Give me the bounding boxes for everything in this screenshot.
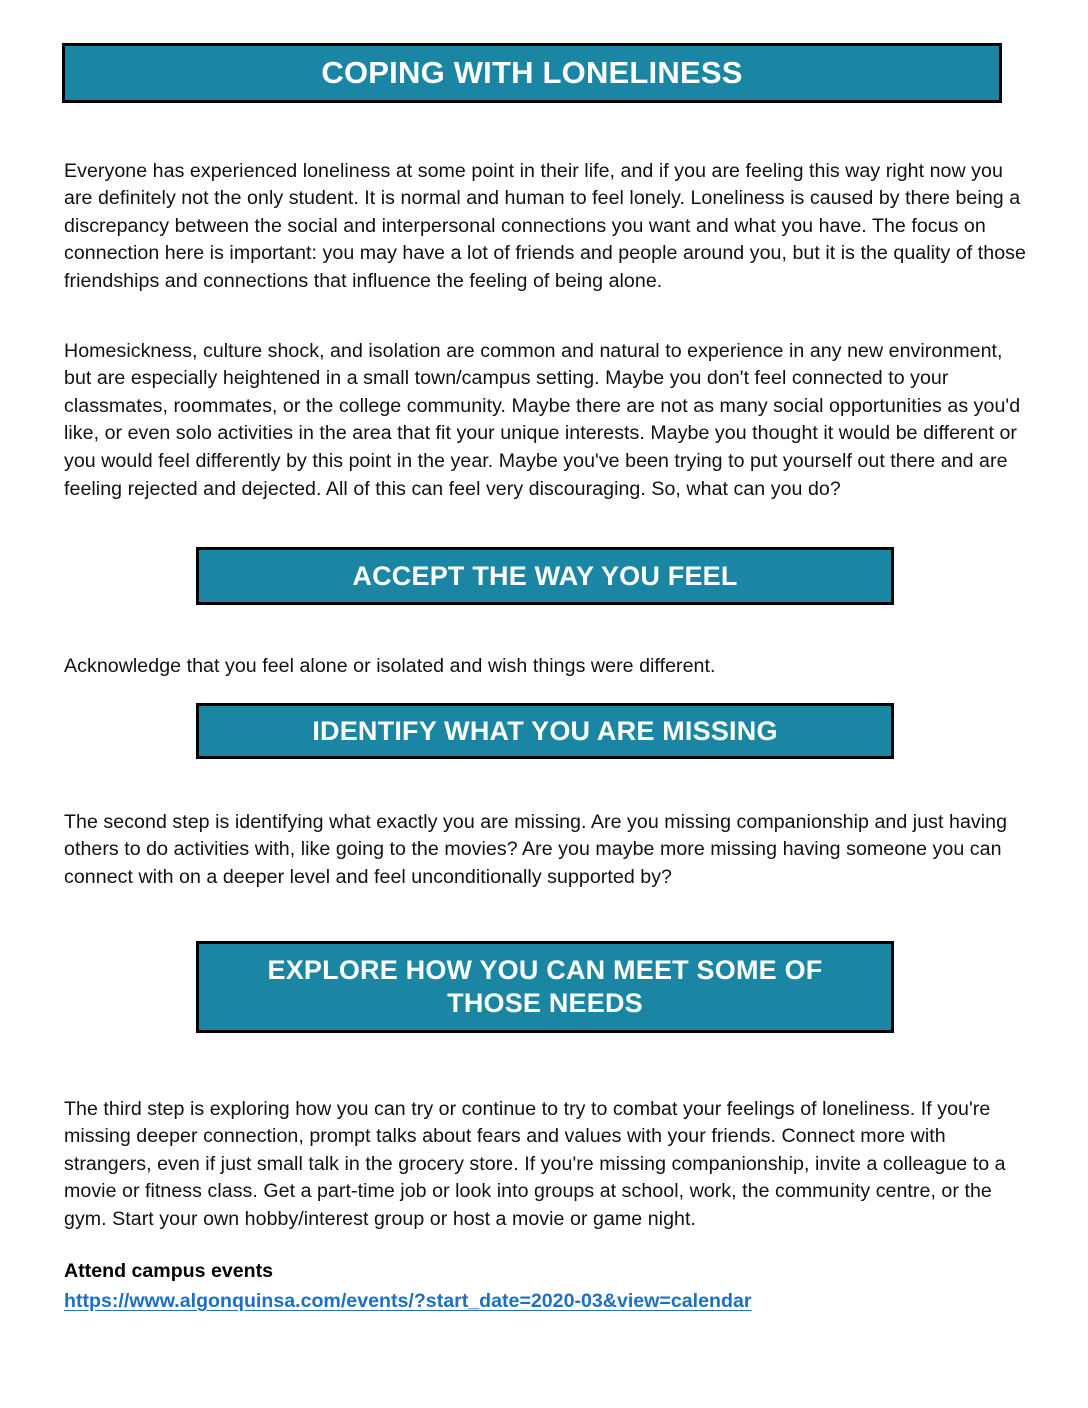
- explore-body-paragraph: The third step is exploring how you can try or continue to try to combat your feelings of loneliness. If you're missing deeper connection, prompt talks about fears and values with your friends. Connect more with strangers, even if just small talk in the grocery store. If you're missing companionship, invite a colleague to a movie or fitness class. Get a part-time job or look into groups at school, work, the community centre, or the gym. Start your own hobby/interest group or host a movie or game night.: [64, 1097, 1006, 1230]
- section-heading-accept: [196, 547, 894, 605]
- campus-events-link[interactable]: https://www.algonquinsa.com/events/?start_date=2020-03&view=calendar: [64, 1290, 752, 1312]
- page-title-banner: [62, 43, 1002, 103]
- section-heading-explore: [196, 941, 894, 1033]
- page-title: COPING WITH LONELINESS: [321, 55, 743, 90]
- section-heading-identify-label: IDENTIFY WHAT YOU ARE MISSING: [312, 715, 778, 746]
- resource-label: Attend campus events: [64, 1260, 274, 1282]
- section-heading-explore-label: EXPLORE HOW YOU CAN MEET SOME OF THOSE NEEDS: [267, 955, 823, 1018]
- homesickness-paragraph: Homesickness, culture shock, and isolation are common and natural to experience in any new environment, but are especially heightened in a small town/campus setting. Maybe you don't feel connected to your classmates, roommates, or the college community. Maybe there are not as many social opportunities as you'd like, or even solo activities in the area that fit your unique interests. Maybe you thought it would be different or you would feel differently by this point in the year. Maybe you've been trying to put yourself out there and are feeling rejected and dejected. All of this can feel very discouraging. So, what can you do?: [64, 339, 1021, 500]
- intro-paragraph: Everyone has experienced loneliness at some point in their life, and if you are feeling this way right now you are definitely not the only student. It is normal and human to feel lonely. Loneliness is caused by there being a discrepancy between the social and interpersonal connections you want and what you have. The focus on connection here is important: you may have a lot of friends and people around you, but it is the quality of those friendships and connections that influence the feeling of being alone.: [64, 159, 1026, 292]
- identify-body-paragraph: The second step is identifying what exactly you are missing. Are you missing companionship and just having others to do activities with, like going to the movies? Are you maybe more missing having someone you can connect with on a deeper level and feel unconditionally supported by?: [64, 810, 1008, 888]
- section-heading-identify: [196, 703, 894, 759]
- section-heading-accept-label: ACCEPT THE WAY YOU FEEL: [352, 560, 738, 591]
- accept-body-paragraph: Acknowledge that you feel alone or isolated and wish things were different.: [64, 654, 716, 677]
